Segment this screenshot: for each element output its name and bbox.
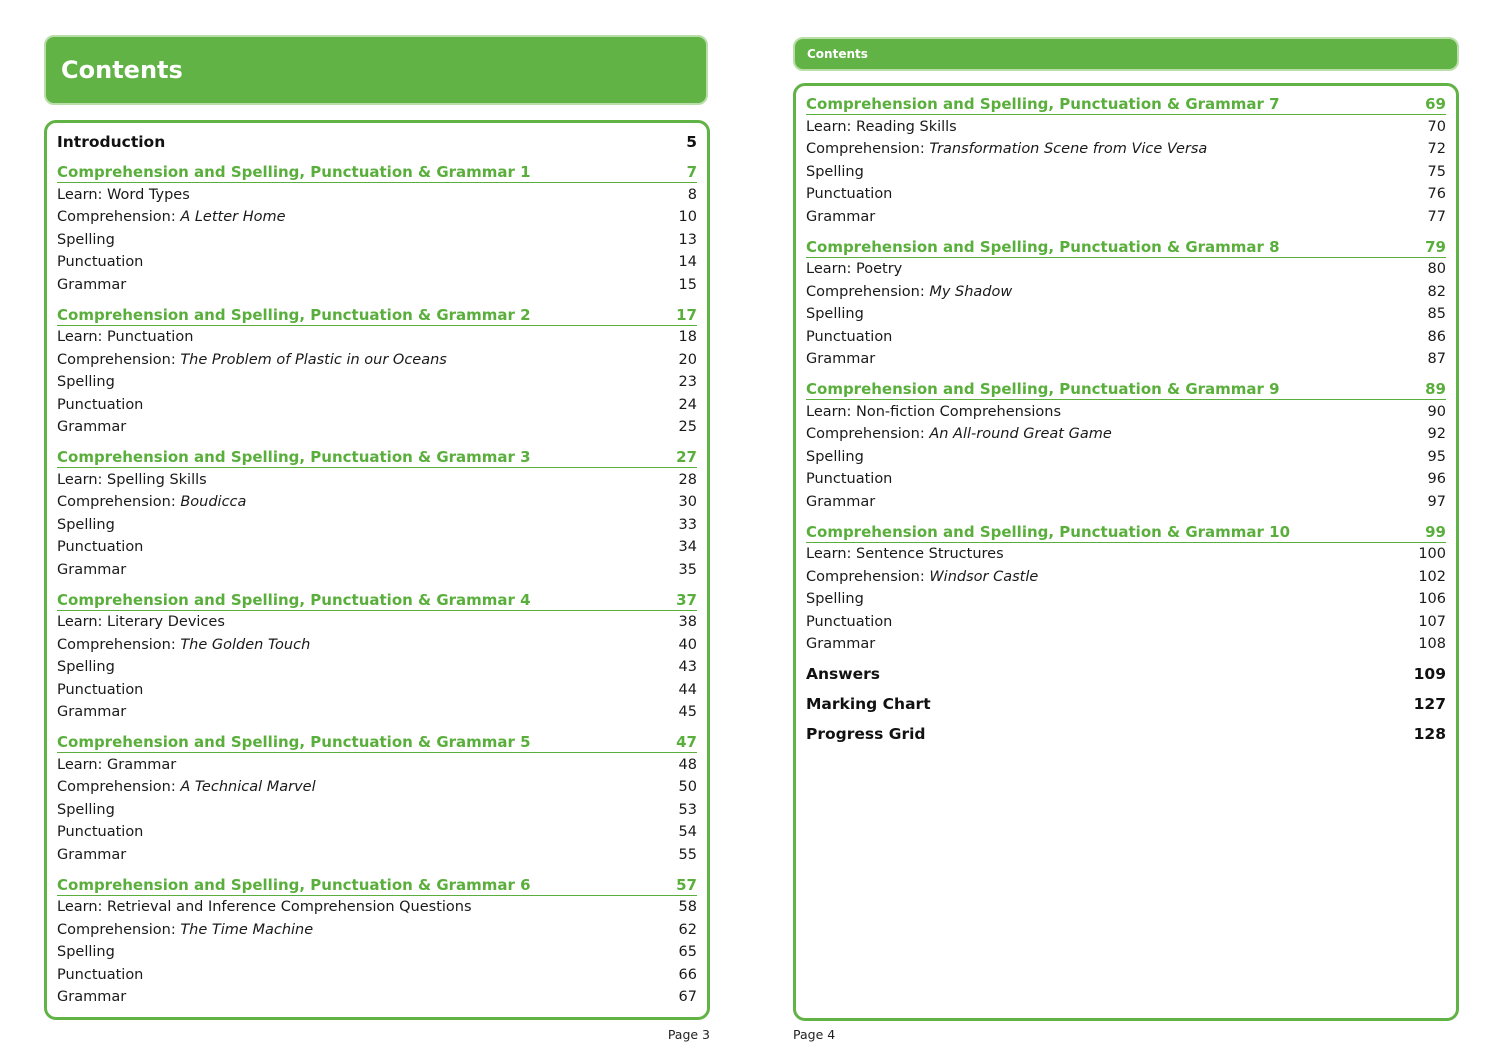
entry-page: 75 [1427, 163, 1446, 180]
entry-title: Punctuation [806, 471, 893, 487]
entry-title: Comprehension and Spelling, Punctuation & Grammar 7 [806, 95, 1280, 113]
section-heading [806, 93, 1446, 115]
entry-page: 100 [1418, 546, 1446, 562]
entry-title: Comprehension and Spelling, Punctuation & Grammar 3 [57, 448, 531, 466]
toc-entry [806, 491, 1446, 513]
toc-entry [806, 423, 1446, 445]
entry-title: Grammar [57, 704, 127, 720]
entry-page: 69 [1425, 95, 1446, 113]
entry-page: 102 [1418, 568, 1446, 585]
entry-page: 79 [1425, 237, 1446, 256]
toc-entry [57, 919, 697, 941]
page-4 [793, 0, 1459, 1061]
entry-page: 27 [676, 448, 697, 466]
toc-entry [57, 941, 697, 963]
entry-page: 55 [678, 846, 697, 863]
toc-entry [57, 251, 697, 273]
toc-entry [57, 229, 697, 251]
entry-title: Comprehension and Spelling, Punctuation & Grammar 10 [806, 522, 1291, 541]
entry-page: 10 [678, 209, 697, 225]
toc-entry [806, 303, 1446, 325]
entry-page: 17 [676, 305, 697, 324]
entry-title: Spelling [57, 801, 115, 818]
page-number: Page 4 [793, 1027, 836, 1042]
entry-title: Comprehension: The Golden Touch [57, 636, 311, 653]
entry-title: Spelling [57, 659, 115, 675]
entry-page: 33 [678, 516, 697, 533]
entry-page: 86 [1427, 328, 1446, 345]
entry-title-italic: Boudicca [180, 494, 247, 510]
entry-page: 37 [676, 590, 697, 609]
toc-entry [57, 514, 697, 536]
toc-entry [57, 416, 697, 438]
entry-title: Comprehension and Spelling, Punctuation & Grammar 5 [57, 733, 531, 751]
entry-page: 7 [686, 163, 697, 181]
entry-page: 14 [678, 254, 697, 270]
entry-page: 40 [678, 636, 697, 653]
entry-page: 57 [676, 875, 697, 894]
entry-page: 90 [1427, 403, 1446, 420]
entry-title: Learn: Word Types [57, 186, 190, 203]
entry-page: 43 [678, 659, 697, 675]
entry-title: Learn: Poetry [806, 261, 903, 277]
entry-page: 66 [678, 966, 697, 983]
entry-title-italic: The Problem of Plastic in our Oceans [180, 351, 447, 368]
entry-page: 106 [1418, 591, 1446, 607]
entry-title: Grammar [57, 276, 127, 293]
entry-page: 97 [1427, 493, 1446, 510]
toc-entry [57, 821, 697, 843]
entry-title: Punctuation [57, 396, 144, 413]
entry-title: Comprehension and Spelling, Punctuation & Grammar 6 [57, 875, 531, 894]
toc-entry [806, 468, 1446, 490]
entry-page: 127 [1413, 695, 1446, 713]
contents-box [793, 83, 1459, 1021]
entry-page: 53 [678, 801, 697, 818]
toc-main-entry [806, 693, 1446, 715]
entry-title: Learn: Literary Devices [57, 614, 225, 630]
entry-title: Learn: Reading Skills [806, 118, 957, 135]
entry-title: Comprehension: Transformation Scene from Vice Versa [806, 141, 1208, 157]
contents-box [44, 120, 710, 1020]
entry-page: 58 [678, 899, 697, 915]
toc-entry [57, 701, 697, 723]
entry-page: 38 [678, 614, 697, 630]
entry-title-italic: A Technical Marvel [180, 779, 316, 795]
toc-entry [57, 986, 697, 1008]
toc-entry [806, 446, 1446, 468]
entry-title: Grammar [806, 208, 876, 225]
entry-title: Punctuation [806, 613, 893, 630]
entry-page: 44 [678, 681, 697, 698]
entry-title: Grammar [57, 989, 127, 1005]
toc-main-entry [806, 723, 1446, 745]
entry-page: 24 [678, 396, 697, 413]
entry-title-italic: Transformation Scene from Vice Versa [929, 141, 1208, 157]
toc-entry [806, 348, 1446, 370]
entry-title: Punctuation [57, 539, 144, 555]
toc-entry [806, 588, 1446, 610]
entry-title: Punctuation [57, 966, 144, 983]
toc-entry [57, 349, 697, 371]
toc-entry [57, 371, 697, 393]
entry-page: 89 [1425, 380, 1446, 398]
entry-title-italic: The Time Machine [180, 921, 314, 938]
entry-page: 99 [1425, 522, 1446, 541]
entry-page: 18 [678, 329, 697, 345]
entry-title: Grammar [806, 493, 876, 510]
entry-title: Comprehension and Spelling, Punctuation & Grammar 9 [806, 380, 1280, 398]
entry-page: 108 [1418, 636, 1446, 652]
toc-entry [806, 183, 1446, 205]
entry-page: 70 [1427, 118, 1446, 135]
toc-entry [806, 543, 1446, 565]
entry-title: Comprehension and Spelling, Punctuation & Grammar 1 [57, 163, 531, 181]
entry-page: 76 [1427, 186, 1446, 202]
entry-title: Spelling [806, 448, 864, 465]
section-heading [806, 521, 1446, 543]
entry-title: Punctuation [57, 824, 144, 840]
entry-page: 87 [1427, 351, 1446, 367]
entry-title: Answers [806, 665, 880, 683]
entry-page: 54 [678, 824, 697, 840]
entry-title: Spelling [57, 231, 115, 248]
toc-entry [806, 138, 1446, 160]
entry-title: Comprehension: A Letter Home [57, 209, 286, 225]
toc-entry [806, 161, 1446, 183]
toc-entry [57, 559, 697, 581]
entry-title: Spelling [806, 306, 864, 322]
toc-entry [57, 491, 697, 513]
entry-title: Comprehension and Spelling, Punctuation & Grammar 4 [57, 590, 531, 609]
entry-page: 45 [678, 704, 697, 720]
toc-entry [806, 326, 1446, 348]
page-number: Page 3 [667, 1027, 710, 1042]
toc-entry [57, 634, 697, 656]
toc-entry [57, 754, 697, 776]
entry-title: Comprehension: The Time Machine [57, 921, 314, 938]
entry-title: Spelling [57, 944, 115, 960]
entry-page: 30 [678, 494, 697, 510]
entry-title: Comprehension: Windsor Castle [806, 568, 1039, 585]
entry-title: Spelling [806, 163, 864, 180]
toc-entry [57, 964, 697, 986]
entry-page: 15 [678, 276, 697, 293]
entry-page: 109 [1413, 665, 1446, 683]
entry-title: Learn: Non-fiction Comprehensions [806, 403, 1062, 420]
entry-page: 72 [1427, 141, 1446, 157]
entry-page: 95 [1427, 448, 1446, 465]
toc-entry [57, 274, 697, 296]
entry-page: 65 [678, 944, 697, 960]
toc-entry [57, 326, 697, 348]
entry-title: Comprehension and Spelling, Punctuation & Grammar 8 [806, 237, 1280, 256]
entry-title: Learn: Grammar [57, 756, 177, 773]
entry-page: 13 [678, 231, 697, 248]
entry-page: 50 [678, 779, 697, 795]
contents-banner: Contents [44, 35, 708, 105]
toc-entry [57, 656, 697, 678]
entry-page: 67 [678, 989, 697, 1005]
toc-entry [57, 799, 697, 821]
section-heading [57, 304, 697, 326]
entry-title: Comprehension: An All-round Great Game [806, 426, 1112, 442]
entry-title-italic: My Shadow [929, 283, 1013, 300]
section-heading [57, 446, 697, 468]
entry-title: Comprehension: A Technical Marvel [57, 779, 316, 795]
toc-entry [806, 633, 1446, 655]
entry-page: 128 [1413, 725, 1446, 743]
toc-entry [57, 611, 697, 633]
entry-page: 48 [678, 756, 697, 773]
entry-title: Comprehension: The Problem of Plastic in our Oceans [57, 351, 447, 368]
page-3 [44, 0, 710, 1061]
toc-entry [806, 206, 1446, 228]
toc-entry [806, 566, 1446, 588]
entry-title: Learn: Sentence Structures [806, 546, 1004, 562]
entry-title: Grammar [806, 351, 876, 367]
section-heading [57, 874, 697, 896]
entry-page: 25 [678, 419, 697, 435]
contents-banner: Contents [793, 37, 1459, 71]
entry-title: Punctuation [57, 254, 144, 270]
toc-entry [806, 401, 1446, 423]
entry-title: Learn: Retrieval and Inference Comprehension Questions [57, 899, 472, 915]
entry-title: Grammar [806, 636, 876, 652]
entry-page: 85 [1427, 306, 1446, 322]
toc-entry [57, 536, 697, 558]
entry-page: 20 [678, 351, 697, 368]
toc-entry [57, 776, 697, 798]
entry-page: 82 [1427, 283, 1446, 300]
toc-entry [806, 611, 1446, 633]
entry-title: Grammar [57, 846, 127, 863]
toc-main-entry [806, 663, 1446, 685]
entry-title: Comprehension and Spelling, Punctuation & Grammar 2 [57, 305, 531, 324]
entry-title: Introduction [57, 133, 166, 151]
entry-title-italic: The Golden Touch [180, 636, 311, 653]
toc-entry [806, 281, 1446, 303]
entry-page: 34 [678, 539, 697, 555]
section-heading [806, 236, 1446, 258]
section-heading [57, 589, 697, 611]
section-heading [806, 378, 1446, 400]
toc-entry [57, 206, 697, 228]
entry-title: Comprehension: My Shadow [806, 283, 1013, 300]
toc-entry [806, 258, 1446, 280]
entry-page: 35 [678, 561, 697, 578]
entry-page: 8 [687, 186, 697, 203]
toc-entry [806, 116, 1446, 138]
entry-page: 62 [678, 921, 697, 938]
entry-title: Spelling [57, 516, 115, 533]
entry-title-italic: A Letter Home [180, 209, 286, 225]
entry-title: Spelling [57, 374, 115, 390]
entry-page: 5 [686, 133, 697, 151]
toc-entry [57, 394, 697, 416]
entry-page: 47 [676, 733, 697, 751]
entry-title: Learn: Spelling Skills [57, 471, 207, 488]
entry-title: Comprehension: Boudicca [57, 494, 247, 510]
entry-page: 80 [1427, 261, 1446, 277]
entry-page: 96 [1427, 471, 1446, 487]
entry-title: Punctuation [806, 186, 893, 202]
entry-title-italic: An All-round Great Game [929, 426, 1112, 442]
entry-page: 77 [1427, 208, 1446, 225]
entry-title: Grammar [57, 561, 127, 578]
entry-page: 107 [1418, 613, 1446, 630]
entry-page: 23 [678, 374, 697, 390]
entry-page: 28 [678, 471, 697, 488]
entry-title-italic: Windsor Castle [929, 568, 1039, 585]
toc-entry [57, 184, 697, 206]
entry-title: Grammar [57, 419, 127, 435]
entry-title: Marking Chart [806, 695, 931, 713]
toc-main-entry [57, 131, 697, 153]
toc-entry [57, 844, 697, 866]
toc-entry [57, 469, 697, 491]
toc-entry [57, 679, 697, 701]
entry-title: Punctuation [806, 328, 893, 345]
entry-page: 92 [1427, 426, 1446, 442]
section-heading [57, 731, 697, 753]
entry-title: Progress Grid [806, 725, 926, 743]
entry-title: Spelling [806, 591, 864, 607]
entry-title: Punctuation [57, 681, 144, 698]
entry-title: Learn: Punctuation [57, 329, 194, 345]
section-heading [57, 161, 697, 183]
toc-entry [57, 896, 697, 918]
